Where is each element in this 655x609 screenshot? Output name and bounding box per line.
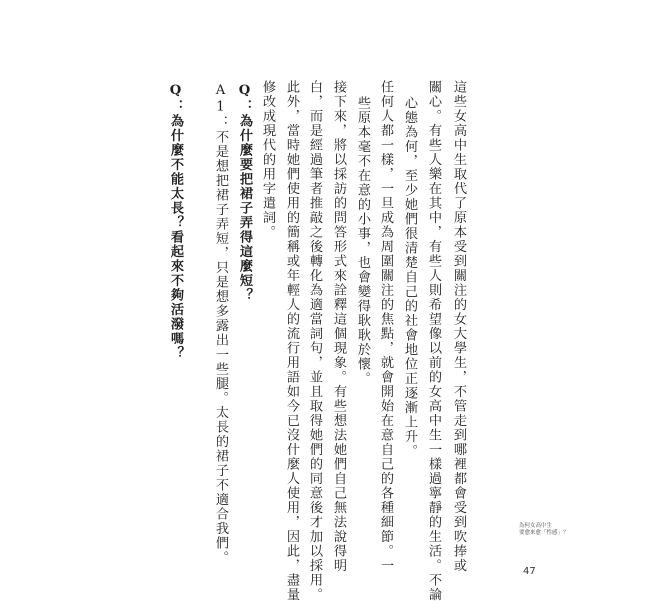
body-text-column: 任何人都一樣，一旦成為周圍關注的焦點，就會開始在意自己的各種細節。一 (378, 80, 393, 573)
page-number: 47 (523, 566, 536, 577)
running-head-line: 要愈來愈「性感」？ (519, 530, 569, 536)
body-text-column: 白，而是經過筆者推敲之後轉化為適當詞句，並且取得她們的同意後才加以採用。 (307, 80, 322, 602)
running-head (519, 523, 569, 537)
question-heading: Q：為什麼要把裙子弄得這麼短？ (237, 83, 252, 303)
answer-text: A1：不是想把裙子弄短，只是想多露出一些腿。太長的裙子不適合我們。 (213, 83, 228, 566)
body-text-column: 修改成現代的用字遣詞。 (260, 80, 275, 240)
body-text-column: 接下來，將以採訪的問答形式來詮釋這個現象。有些想法她們自己無法說得明 (331, 80, 346, 573)
body-text-column: 些原本毫不在意的小事，也會變得耿耿於懷。 (355, 96, 370, 386)
body-text-column: 關心。有些人樂在其中，有些人則希望像以前的女高中生一樣過寧靜的生活。不論 (426, 80, 441, 602)
question-heading: Q：為什麼不能太長？看起來不夠活潑嗎？ (168, 83, 183, 361)
body-text-column: 此外，當時她們使用的簡稱或年輕人的流行用語如今已沒什麼人使用，因此，盡量 (284, 80, 299, 602)
body-text-column: 這些女高中生取代了原本受到關注的女大學生，不管走到哪裡都會受到吹捧或 (451, 80, 466, 573)
running-head-line: 為何女高中生 (519, 523, 553, 529)
body-text-column: 心態為何，至少她們很清楚自己的社會地位正逐漸上升。 (402, 96, 417, 459)
